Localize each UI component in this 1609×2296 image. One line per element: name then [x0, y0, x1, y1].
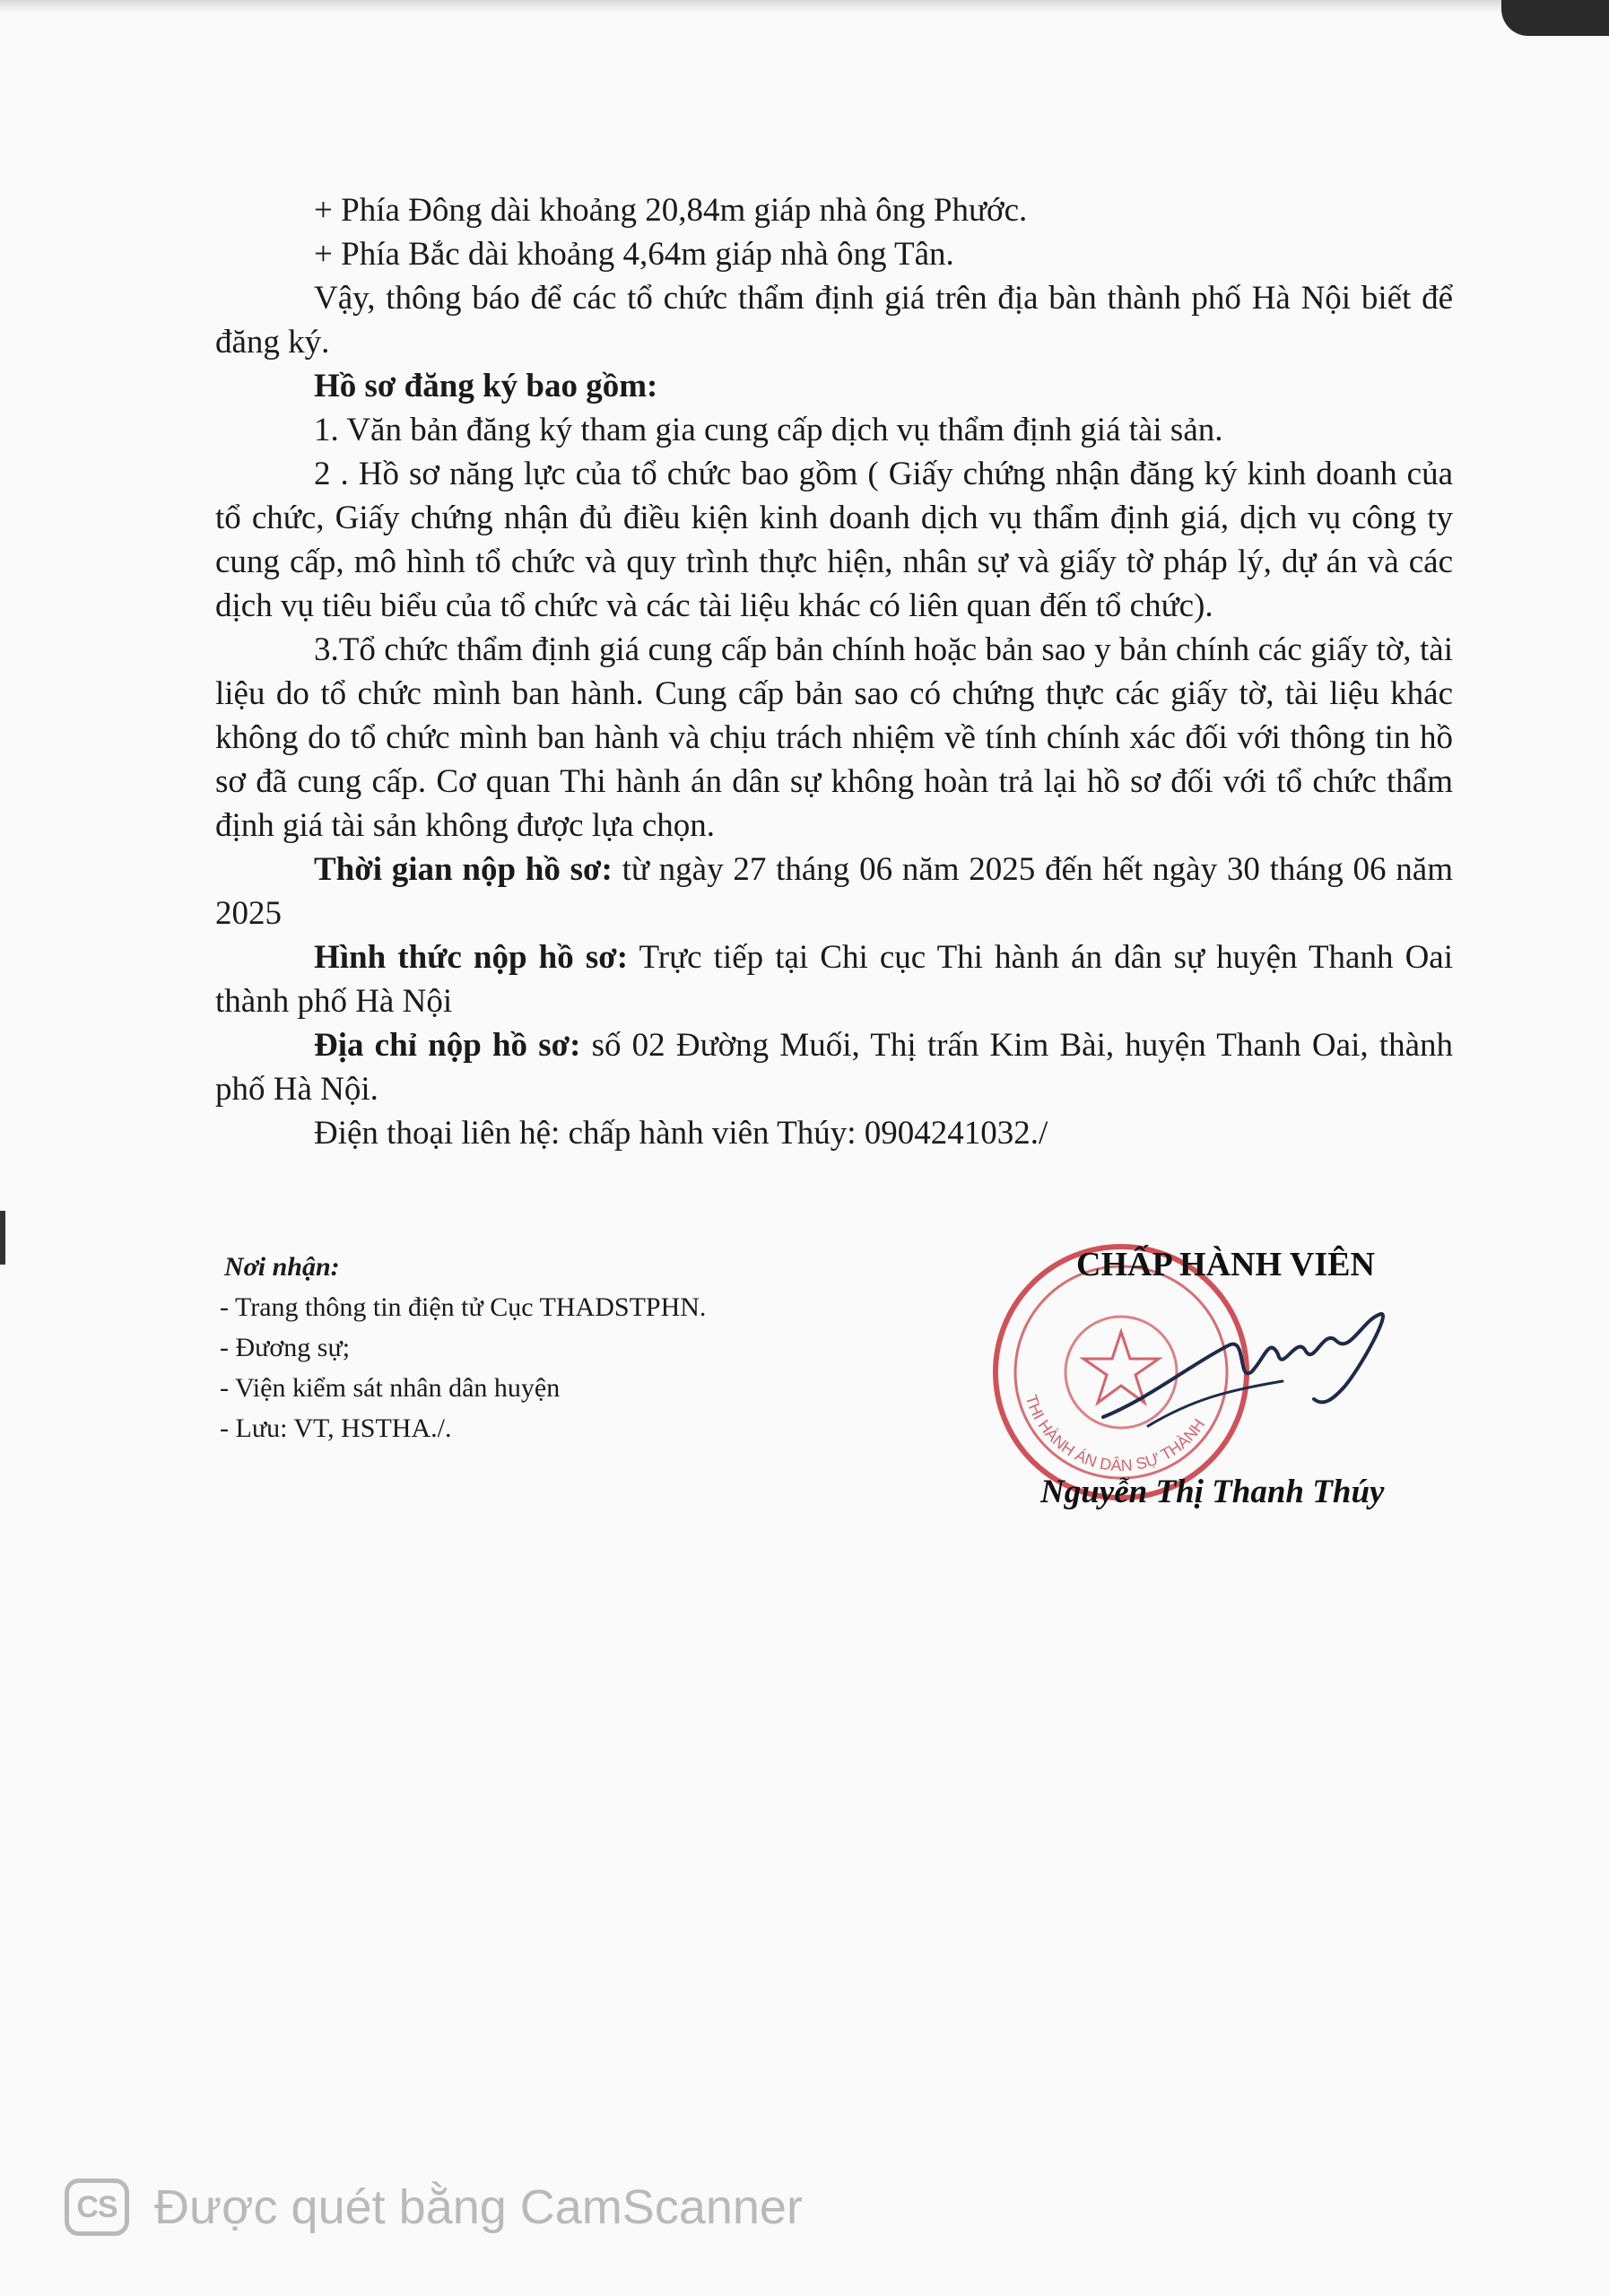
contact-phone: Điện thoại liên hệ: chấp hành viên Thúy: 0904241032./ [314, 1115, 1048, 1152]
handwritten-signature-icon [1094, 1300, 1399, 1444]
watermark-text: Được quét bằng CamScanner [154, 2180, 803, 2234]
signer-title: CHẤP HÀNH VIÊN [1076, 1246, 1375, 1283]
submission-time-label: Thời gian nộp hồ sơ: [314, 851, 613, 888]
recipients-block [220, 1247, 937, 1448]
dossier-heading: Hồ sơ đăng ký bao gồm: [314, 368, 658, 404]
dossier-item-1: 1. Văn bản đăng ký tham gia cung cấp dịch vụ thẩm định giá tài sản. [314, 412, 1223, 448]
camscanner-watermark [65, 2175, 803, 2239]
submission-address-label: Địa chỉ nộp hồ sơ: [314, 1027, 581, 1064]
signer-name: Nguyễn Thị Thanh Thúy [1040, 1474, 1385, 1510]
recipient-item: - Lưu: VT, HSTHA./. [220, 1413, 452, 1443]
submission-method-value: Trực tiếp tại Chi cục Thi hành án dân sự huyện Thanh Oai thành phố Hà Nội [215, 939, 1453, 1020]
scan-margin-mark [0, 1211, 5, 1265]
boundary-east: + Phía Đông dài khoảng 20,84m giáp nhà ông Phước. [314, 192, 1028, 229]
submission-address [215, 1023, 1453, 1111]
signature-block [987, 1229, 1489, 1534]
submission-method [215, 935, 1453, 1023]
seal-text: THI HÀNH ÁN DÂN SỰ THÀNH [1022, 1392, 1209, 1475]
recipient-item: - Đương sự; [220, 1333, 351, 1362]
submission-method-label: Hình thức nộp hồ sơ: [314, 939, 629, 976]
notice-paragraph: Vậy, thông báo để các tổ chức thẩm định giá trên địa bàn thành phố Hà Nội biết để đăng ký. [215, 280, 1453, 361]
submission-time-value: từ ngày 27 tháng 06 năm 2025 đến hết ngày 30 tháng 06 năm 2025 [215, 851, 1453, 932]
recipients-title: Nơi nhận: [224, 1252, 340, 1282]
dossier-item-2: 2 . Hồ sơ năng lực của tổ chức bao gồm ( Giấy chứng nhận đăng ký kinh doanh của tổ chức, Giấy chứng nhận đủ điều kiện kinh doanh dịch vụ thẩm định giá, dịch vụ công ty cung cấp, mô hình tổ chức và quy trình thực hiện, nhân sự và giấy tờ pháp lý, dự án và các dịch vụ tiêu biểu của tổ chức và các tài liệu khác có liên quan đến tổ chức). [215, 456, 1453, 624]
boundary-north: + Phía Bắc dài khoảng 4,64m giáp nhà ông Tân. [314, 236, 954, 273]
camscanner-logo-icon: CS [65, 2179, 129, 2236]
recipient-item: - Trang thông tin điện tử Cục THADSTPHN. [220, 1292, 707, 1322]
scan-edge [0, 0, 1609, 13]
scan-corner-shadow [1501, 0, 1609, 36]
recipient-item: - Viện kiểm sát nhân dân huyện [220, 1373, 561, 1403]
submission-address-value: số 02 Đường Muối, Thị trấn Kim Bài, huyện Thanh Oai, thành phố Hà Nội. [215, 1027, 1453, 1108]
dossier-item-3: 3.Tổ chức thẩm định giá cung cấp bản chính hoặc bản sao y bản chính các giấy tờ, tài liệu do tổ chức mình ban hành. Cung cấp bản sao có chứng thực các giấy tờ, tài liệu khác không do tổ chức mình ban hành và chịu trách nhiệm về tính chính xác đối với thông tin hồ sơ đã cung cấp. Cơ quan Thi hành án dân sự không hoàn trả lại hồ sơ đối với tổ chức thẩm định giá tài sản không được lựa chọn. [215, 631, 1453, 844]
document-body [215, 188, 1453, 1155]
submission-time [215, 848, 1453, 935]
